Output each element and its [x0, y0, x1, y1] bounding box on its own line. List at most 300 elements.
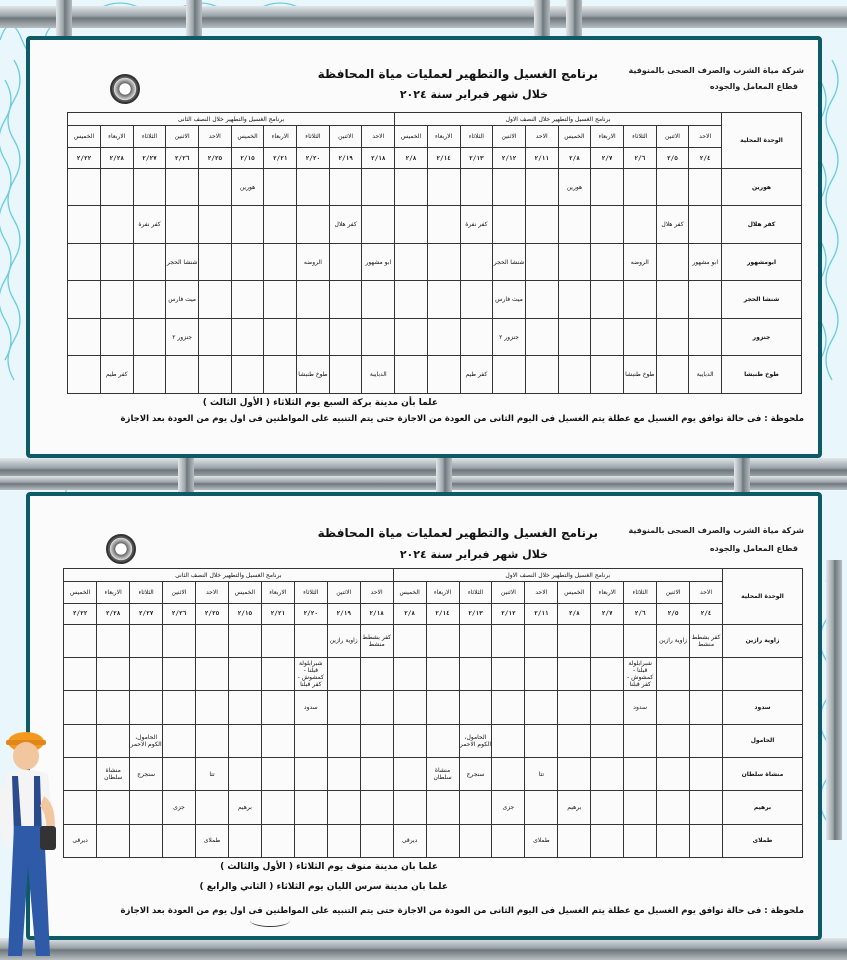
schedule-cell [100, 281, 133, 319]
date-header: ٢/٢٢ [64, 604, 97, 624]
schedule-cell [261, 824, 294, 857]
schedule-cell [327, 791, 360, 824]
schedule-cell [690, 724, 723, 757]
schedule-cell [133, 168, 166, 206]
schedule-cell [327, 724, 360, 757]
schedule-cell: كفر طيم [100, 356, 133, 394]
half2-header: برنامج الغسيل والتطهير خلال النصف الثانى [68, 113, 395, 126]
schedule-cell [133, 318, 166, 356]
schedule-cell: تتا [525, 757, 558, 790]
date-header: ٢/٢٨ [100, 148, 133, 168]
schedule-cell [525, 724, 558, 757]
date-header: ٢/١٩ [329, 148, 362, 168]
day-header: الخميس [64, 582, 97, 604]
unit-name: زاوية رازين [723, 624, 803, 657]
schedule-cell: زاوية رازين [327, 624, 360, 657]
schedule-cell [228, 724, 261, 757]
schedule-cell [199, 318, 232, 356]
schedule-cell [395, 318, 428, 356]
pipe-top [0, 6, 847, 28]
schedule-cell [100, 243, 133, 281]
schedule-cell [591, 691, 624, 724]
day-header: الثلاثاء [624, 582, 657, 604]
schedule-cell: جزى [163, 791, 196, 824]
schedule-cell [329, 318, 362, 356]
schedule-cell: ميت فارس [166, 281, 199, 319]
day-header: الاربعاء [264, 126, 297, 148]
schedule-cell [163, 757, 196, 790]
schedule-cell [64, 691, 97, 724]
schedule-cell [297, 168, 330, 206]
schedule-cell [657, 824, 690, 857]
date-header: ٢/١٣ [459, 604, 492, 624]
schedule-cell: ديرقى [393, 824, 426, 857]
schedule-cell [264, 318, 297, 356]
schedule-cell [459, 791, 492, 824]
schedule-cell [623, 281, 656, 319]
schedule-cell: طوخ طنبشا [297, 356, 330, 394]
schedule-cell [623, 168, 656, 206]
day-header: الثلاثاء [623, 126, 656, 148]
date-header: ٢/١٥ [231, 148, 264, 168]
day-header: الاثنين [327, 582, 360, 604]
schedule-cell [558, 624, 591, 657]
schedule-cell [426, 791, 459, 824]
schedule-cell [133, 243, 166, 281]
day-header: الاربعاء [591, 582, 624, 604]
schedule-cell [395, 356, 428, 394]
schedule-cell [294, 624, 327, 657]
schedule-cell: شنشا الحجر [166, 243, 199, 281]
schedule-cell [327, 691, 360, 724]
schedule-cell [163, 724, 196, 757]
schedule-cell [261, 624, 294, 657]
schedule-cell [525, 691, 558, 724]
schedule-cell [525, 318, 558, 356]
date-header: ٢/٨ [395, 148, 428, 168]
schedule-cell [525, 168, 558, 206]
schedule-cell [657, 691, 690, 724]
schedule-cell [294, 757, 327, 790]
schedule-cell [591, 791, 624, 824]
schedule-cell [264, 356, 297, 394]
schedule-cell [196, 791, 229, 824]
footer-note-city: علما بان مدينة منوف يوم الثلاثاء ( الأول والثالث ) [220, 862, 438, 872]
schedule-cell [261, 691, 294, 724]
day-header: الخميس [68, 126, 101, 148]
day-header: الاحد [525, 126, 558, 148]
header-unit: الوحدة المحلية [723, 569, 803, 625]
day-header: الاثنين [166, 126, 199, 148]
date-header: ٢/١٣ [460, 148, 493, 168]
schedule-cell: برهيم [228, 791, 261, 824]
schedule-cell [591, 824, 624, 857]
date-header: ٢/١٢ [492, 604, 525, 624]
schedule-cell [690, 757, 723, 790]
footer-note-holiday: ملحوظة : فى حالة توافق يوم الغسيل مع عطلة يتم الغسيل فى اليوم الثانى من العودة من الاجازة حتى يتم التنبيه على المواطنين فى اول يوم من العودة بعد الاجازة [120, 414, 804, 424]
schedule-cell [163, 624, 196, 657]
schedule-cell: كفر بشطط منشط [690, 624, 723, 657]
schedule-cell [64, 624, 97, 657]
schedule-cell [427, 243, 460, 281]
day-header: الاثنين [163, 582, 196, 604]
date-header: ٢/١٤ [427, 148, 460, 168]
schedule-cell [231, 318, 264, 356]
schedule-cell: هورين [231, 168, 264, 206]
schedule-cell [97, 724, 130, 757]
header-unit: الوحدة المحلية [722, 113, 802, 169]
date-header: ٢/٢٧ [133, 148, 166, 168]
schedule-cell [294, 824, 327, 857]
schedule-cell: كفر طيم [460, 356, 493, 394]
schedule-cell [393, 624, 426, 657]
unit-name: هورين [722, 168, 802, 206]
table-row [64, 657, 803, 690]
schedule-cell [264, 168, 297, 206]
day-header: الخميس [228, 582, 261, 604]
schedule-cell [68, 168, 101, 206]
day-header: الخميس [558, 126, 591, 148]
schedule-cell [624, 791, 657, 824]
schedule-cell [623, 206, 656, 244]
schedule-cell [525, 243, 558, 281]
schedule-cell: الحامول، الكوم الاحمر [130, 724, 163, 757]
schedule-cell [460, 318, 493, 356]
schedule-cell [558, 657, 591, 690]
company-name: شركة مياة الشرب والصرف الصحى بالمنوفية [628, 66, 804, 75]
schedule-cell: شبرابلولة قبلنا - كمشوش - كفر قبلنا [294, 657, 327, 690]
schedule-cell [492, 757, 525, 790]
schedule-document [30, 496, 818, 936]
day-header: الاربعاء [427, 126, 460, 148]
schedule-document [30, 40, 818, 454]
day-header: الاربعاء [97, 582, 130, 604]
schedule-cell [690, 657, 723, 690]
schedule-cell [459, 657, 492, 690]
schedule-cell [228, 657, 261, 690]
schedule-cell [690, 824, 723, 857]
date-header: ٢/٦ [623, 148, 656, 168]
schedule-cell: ابو مشهور [689, 243, 722, 281]
schedule-cell [558, 206, 591, 244]
schedule-cell [591, 168, 624, 206]
schedule-cell [393, 657, 426, 690]
day-header: الاثنين [493, 126, 526, 148]
schedule-cell: جنزور ٢ [493, 318, 526, 356]
schedule-cell [492, 657, 525, 690]
table-row [68, 281, 802, 319]
schedule-cell [460, 243, 493, 281]
schedule-cell [297, 206, 330, 244]
half2-header: برنامج الغسيل والتطهير خلال النصف الثانى [64, 569, 394, 582]
unit-name: جنزور [722, 318, 802, 356]
date-header: ٢/٧ [591, 148, 624, 168]
half1-header: برنامج الغسيل والتطهير خلال النصف الاول [393, 569, 722, 582]
date-header: ٢/٤ [690, 604, 723, 624]
day-header: الاحد [525, 582, 558, 604]
schedule-cell [130, 791, 163, 824]
schedule-cell [360, 791, 393, 824]
company-department: قطاع المعامل والجوده [709, 82, 798, 91]
schedule-cell [492, 824, 525, 857]
table-row [64, 624, 803, 657]
schedule-cell [395, 281, 428, 319]
schedule-cell [329, 356, 362, 394]
schedule-cell [656, 168, 689, 206]
schedule-cell [163, 691, 196, 724]
schedule-cell [166, 168, 199, 206]
schedule-cell [231, 356, 264, 394]
table-row [68, 318, 802, 356]
schedule-cell [297, 281, 330, 319]
pipe-vertical [534, 0, 550, 40]
schedule-cell [360, 757, 393, 790]
schedule-cell: جنزور ٢ [166, 318, 199, 356]
schedule-cell [525, 657, 558, 690]
schedule-cell [297, 318, 330, 356]
table-row [64, 691, 803, 724]
schedule-cell [130, 824, 163, 857]
day-header: الاحد [690, 582, 723, 604]
day-header: الخميس [558, 582, 591, 604]
schedule-cell [427, 356, 460, 394]
doc-title: برنامج الغسيل والتطهير لعمليات مياة المحافظة [317, 67, 598, 81]
schedule-cell [395, 206, 428, 244]
schedule-cell [591, 657, 624, 690]
schedule-cell [97, 691, 130, 724]
schedule-cell [690, 791, 723, 824]
schedule-panel-1 [26, 36, 822, 458]
date-header: ٢/١٨ [360, 604, 393, 624]
footer-note-city-2: علما بان مدينة سرس الليان يوم الثلاثاء ( الثاني والرابع ) [199, 882, 448, 892]
unit-name: الحامول [723, 724, 803, 757]
schedule-cell [624, 624, 657, 657]
day-header: الاحد [689, 126, 722, 148]
table-row [68, 168, 802, 206]
date-header: ٢/١١ [525, 148, 558, 168]
date-header: ٢/٧ [591, 604, 624, 624]
schedule-cell: سنجرج [459, 757, 492, 790]
date-header: ٢/١٩ [327, 604, 360, 624]
schedule-cell [525, 356, 558, 394]
table-row [64, 724, 803, 757]
schedule-cell [100, 318, 133, 356]
date-header: ٢/٥ [656, 148, 689, 168]
schedule-cell [264, 243, 297, 281]
table-row [68, 206, 802, 244]
schedule-cell [459, 691, 492, 724]
schedule-cell: طملاى [525, 824, 558, 857]
schedule-cell [493, 168, 526, 206]
schedule-cell: الدبايبة [689, 356, 722, 394]
unit-name: برهيم [723, 791, 803, 824]
schedule-cell [199, 206, 232, 244]
schedule-cell [64, 657, 97, 690]
schedule-cell: تتا [196, 757, 229, 790]
schedule-cell [459, 824, 492, 857]
day-header: الثلاثاء [297, 126, 330, 148]
schedule-cell [426, 724, 459, 757]
schedule-cell [525, 624, 558, 657]
schedule-cell [460, 281, 493, 319]
day-header: الثلاثاء [460, 126, 493, 148]
schedule-cell [426, 624, 459, 657]
unit-name: منشاة سلطان [723, 757, 803, 790]
schedule-cell [199, 243, 232, 281]
schedule-cell [199, 281, 232, 319]
schedule-cell [166, 356, 199, 394]
day-header: الاربعاء [261, 582, 294, 604]
date-header: ٢/٨ [558, 148, 591, 168]
schedule-cell [591, 624, 624, 657]
schedule-cell [199, 168, 232, 206]
schedule-cell [360, 724, 393, 757]
table-row [68, 356, 802, 394]
worker-illustration [0, 726, 70, 960]
signature [250, 914, 290, 927]
company-name: شركة مياة الشرب والصرف الصحى بالمنوفية [628, 526, 804, 535]
date-header: ٢/١٢ [493, 148, 526, 168]
schedule-cell: ديرقى [64, 824, 97, 857]
schedule-cell [427, 206, 460, 244]
pipe-vertical [56, 0, 72, 40]
schedule-cell [591, 724, 624, 757]
schedule-cell [689, 281, 722, 319]
table-row [64, 791, 803, 824]
schedule-cell [163, 657, 196, 690]
schedule-cell [656, 281, 689, 319]
schedule-cell [656, 318, 689, 356]
day-header: الاثنين [492, 582, 525, 604]
day-header: الاحد [360, 582, 393, 604]
schedule-cell [163, 824, 196, 857]
schedule-cell [427, 168, 460, 206]
schedule-cell: كفر نفرة [460, 206, 493, 244]
schedule-cell [360, 824, 393, 857]
schedule-cell [657, 791, 690, 824]
schedule-cell [264, 206, 297, 244]
schedule-table [67, 112, 802, 394]
schedule-cell [294, 724, 327, 757]
schedule-cell [558, 281, 591, 319]
schedule-cell: الحامول، الكوم الاحمر [459, 724, 492, 757]
schedule-cell [459, 624, 492, 657]
schedule-cell: منشاة سلطان [426, 757, 459, 790]
date-header: ٢/١٥ [228, 604, 261, 624]
schedule-cell [591, 281, 624, 319]
schedule-cell [558, 243, 591, 281]
schedule-cell: كفر نفرة [133, 206, 166, 244]
date-header: ٢/٢١ [261, 604, 294, 624]
day-header: الخميس [393, 582, 426, 604]
schedule-cell [362, 206, 395, 244]
date-header: ٢/٢٠ [297, 148, 330, 168]
schedule-cell: منشاة سلطان [97, 757, 130, 790]
schedule-cell [657, 657, 690, 690]
schedule-panel-2 [26, 492, 822, 940]
schedule-cell [231, 243, 264, 281]
schedule-cell [591, 318, 624, 356]
schedule-cell [97, 657, 130, 690]
schedule-cell [657, 724, 690, 757]
unit-name: سدود [723, 691, 803, 724]
schedule-cell [689, 318, 722, 356]
schedule-cell: طوخ طنبشا [623, 356, 656, 394]
date-header: ٢/٢٦ [163, 604, 196, 624]
pipe-bottom [0, 938, 847, 960]
schedule-cell [68, 356, 101, 394]
schedule-cell: برهيم [558, 791, 591, 824]
day-header: الخميس [395, 126, 428, 148]
schedule-cell [68, 318, 101, 356]
schedule-cell [393, 691, 426, 724]
schedule-cell [68, 206, 101, 244]
schedule-cell [492, 624, 525, 657]
schedule-table [63, 568, 803, 858]
schedule-cell [196, 657, 229, 690]
schedule-cell: كفر بشطط منشط [360, 624, 393, 657]
doc-subtitle: خلال شهر فبراير سنة ٢٠٢٤ [399, 548, 548, 561]
schedule-cell [657, 757, 690, 790]
schedule-cell [196, 624, 229, 657]
schedule-cell [591, 757, 624, 790]
schedule-cell [130, 657, 163, 690]
day-header: الثلاثاء [133, 126, 166, 148]
schedule-cell [460, 168, 493, 206]
day-header: الاثنين [656, 126, 689, 148]
schedule-cell [329, 168, 362, 206]
schedule-cell [393, 724, 426, 757]
schedule-cell: طملاى [196, 824, 229, 857]
schedule-cell [68, 281, 101, 319]
schedule-cell: شبرابلولة قبلنا - كمشوش - كفر قبلنا [624, 657, 657, 690]
schedule-cell [689, 168, 722, 206]
table-row [68, 243, 802, 281]
schedule-cell [97, 824, 130, 857]
schedule-cell [492, 691, 525, 724]
company-department: قطاع المعامل والجوده [709, 544, 798, 553]
date-header: ٢/٢٧ [130, 604, 163, 624]
schedule-cell: الروضه [623, 243, 656, 281]
schedule-cell [130, 624, 163, 657]
schedule-cell [558, 757, 591, 790]
schedule-cell [228, 691, 261, 724]
schedule-cell: الروضه [297, 243, 330, 281]
date-header: ٢/٢٦ [166, 148, 199, 168]
schedule-cell [623, 318, 656, 356]
schedule-cell [100, 206, 133, 244]
schedule-cell [525, 281, 558, 319]
schedule-cell [360, 657, 393, 690]
schedule-cell [261, 657, 294, 690]
schedule-cell [329, 243, 362, 281]
date-header: ٢/٤ [689, 148, 722, 168]
schedule-cell: سدود [294, 691, 327, 724]
schedule-cell: سنجرج [130, 757, 163, 790]
day-header: الثلاثاء [294, 582, 327, 604]
day-header: الاحد [196, 582, 229, 604]
schedule-cell [261, 791, 294, 824]
schedule-cell [690, 691, 723, 724]
schedule-cell [130, 691, 163, 724]
pipe-vertical [566, 0, 582, 40]
schedule-cell [395, 243, 428, 281]
schedule-cell [393, 757, 426, 790]
company-logo [110, 74, 140, 104]
schedule-cell [591, 243, 624, 281]
schedule-cell [231, 206, 264, 244]
unit-name: شنشا الحجر [722, 281, 802, 319]
